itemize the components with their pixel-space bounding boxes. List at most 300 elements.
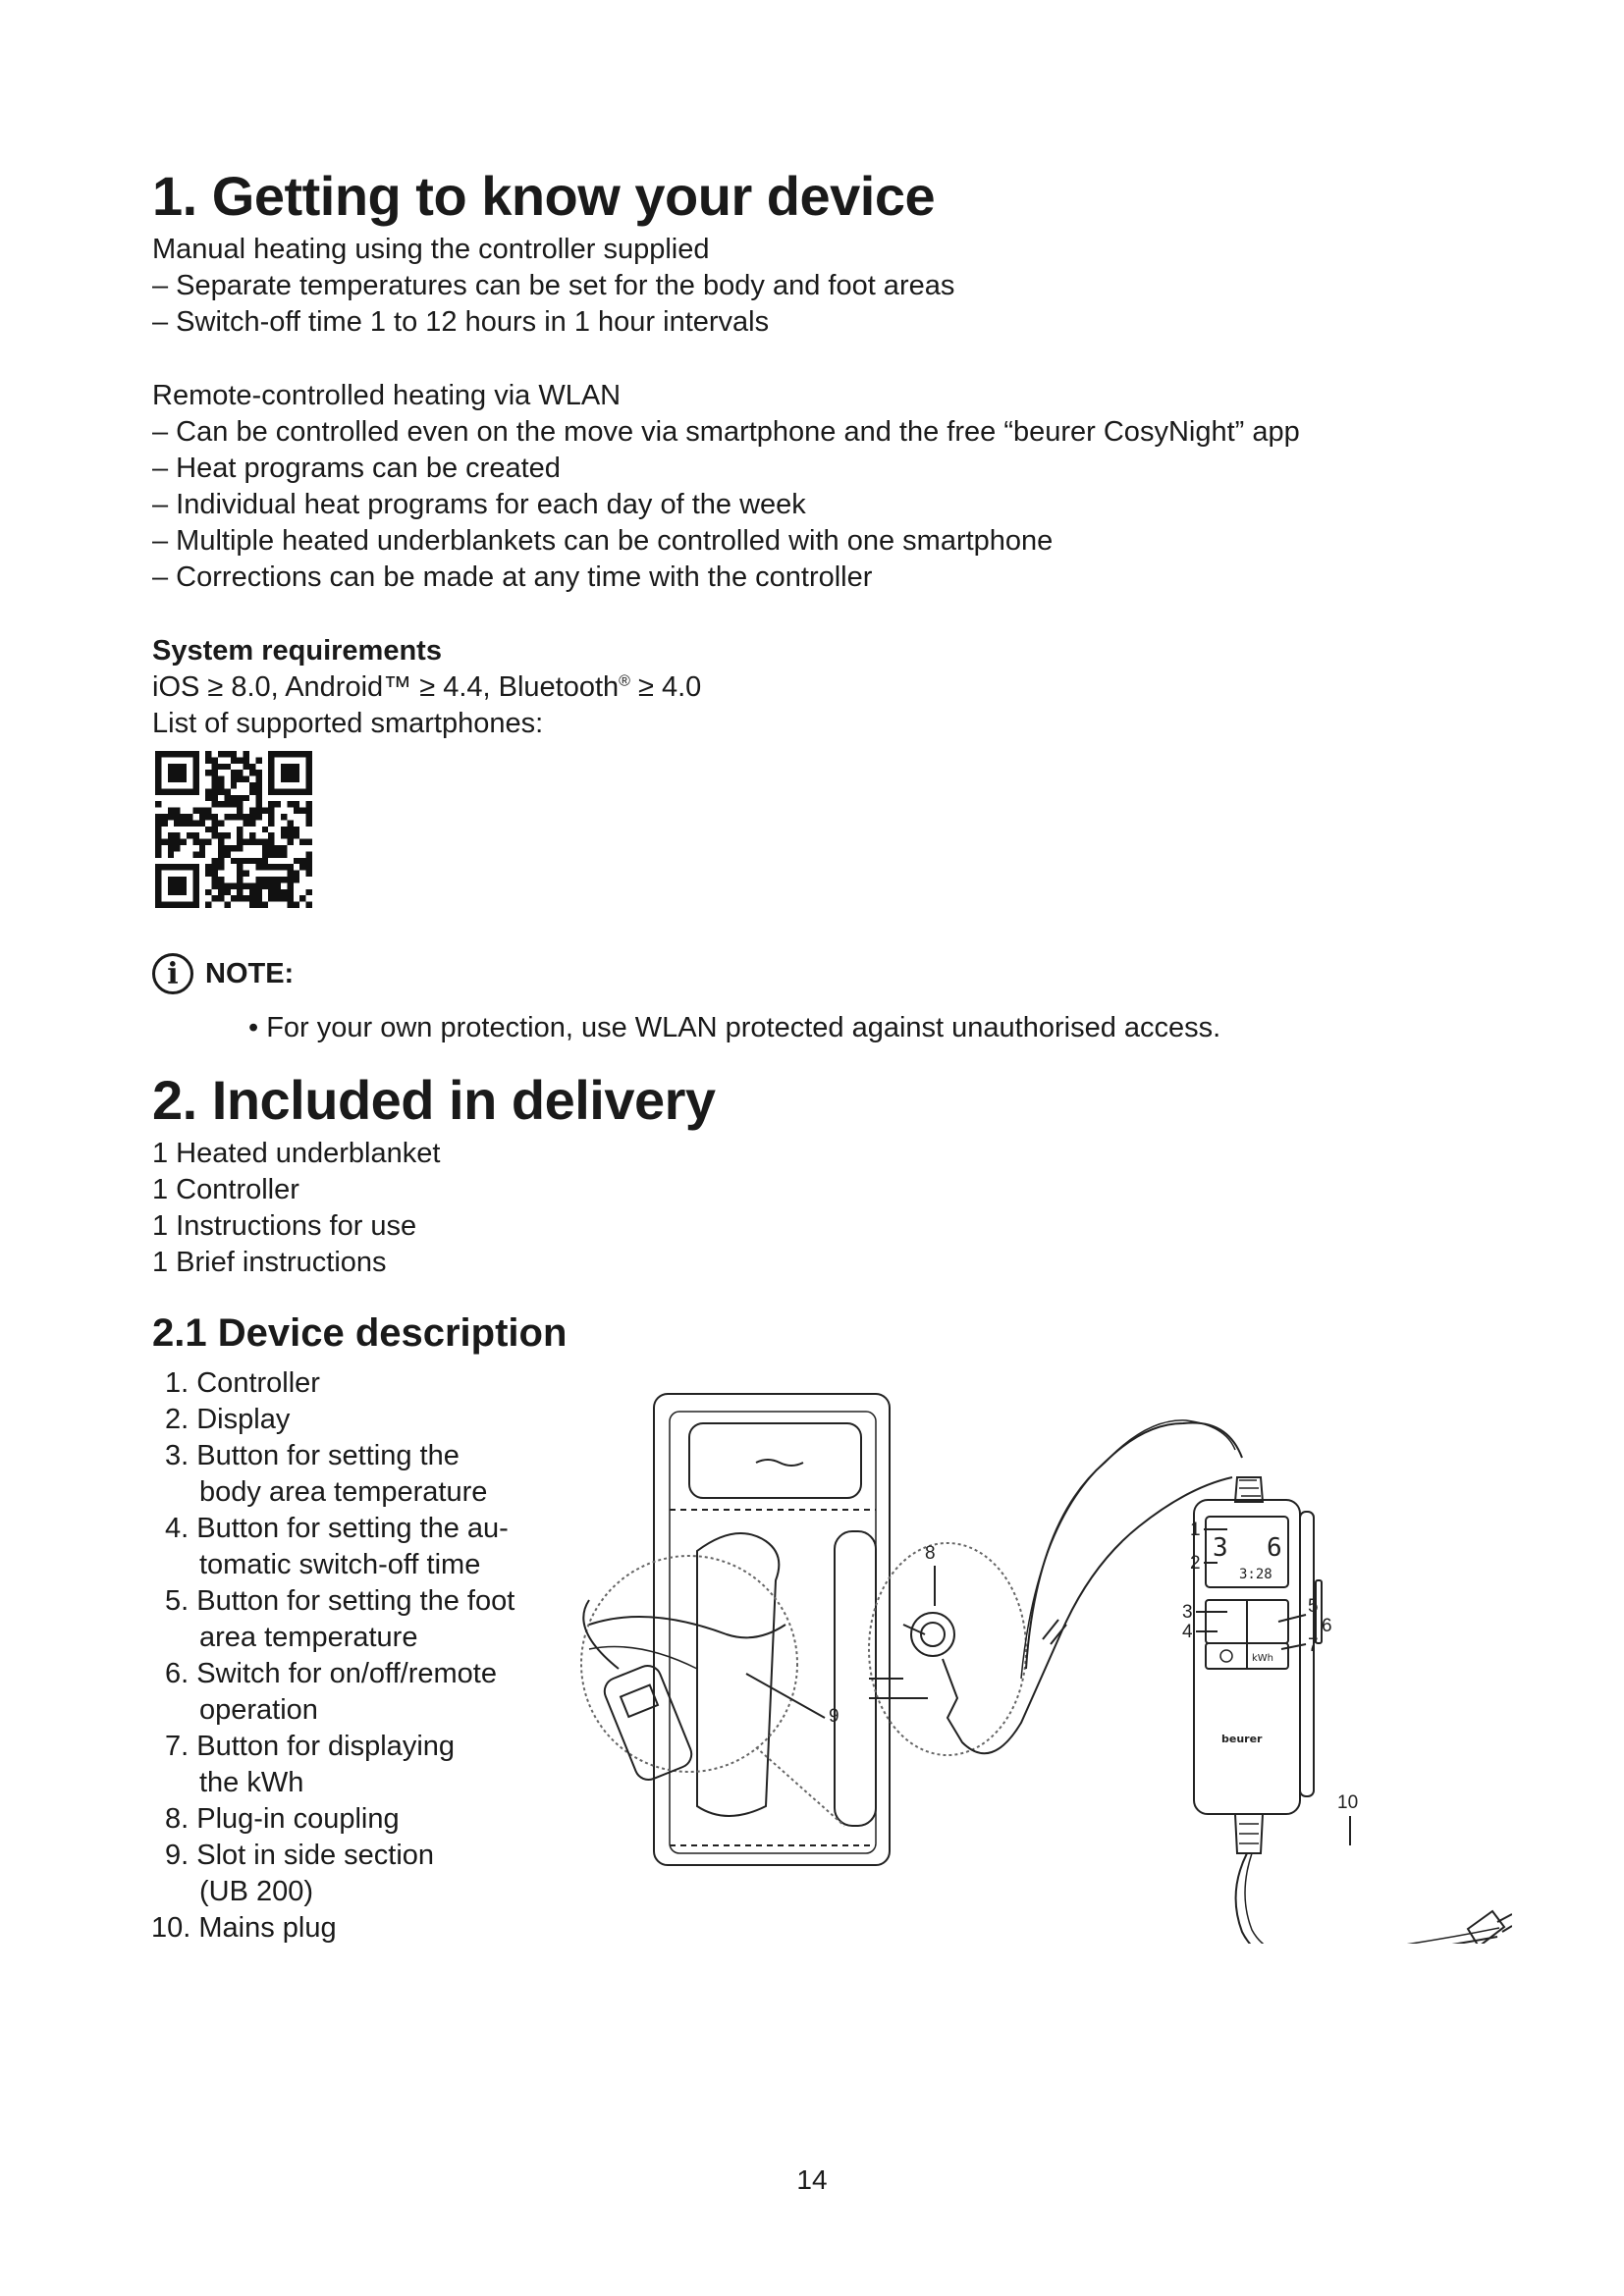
qr-module xyxy=(287,832,293,838)
qr-module xyxy=(275,851,281,857)
qr-module xyxy=(281,851,287,857)
qr-module xyxy=(281,877,287,882)
qr-module xyxy=(255,782,261,788)
qr-module xyxy=(168,839,174,845)
qr-module xyxy=(174,808,180,814)
qr-module xyxy=(181,839,187,845)
callout-6: 6 xyxy=(1322,1616,1332,1636)
qr-module xyxy=(287,827,293,832)
qr-module xyxy=(255,895,261,901)
qr-module xyxy=(268,814,274,820)
qr-module xyxy=(205,808,211,814)
qr-module xyxy=(231,770,237,775)
qr-module xyxy=(249,839,255,845)
device-description-line: body area temperature xyxy=(199,1476,488,1508)
qr-module xyxy=(237,895,243,901)
qr-module xyxy=(249,814,255,820)
device-description-line: (UB 200) xyxy=(199,1876,314,1907)
qr-module xyxy=(212,858,218,864)
qr-module xyxy=(199,814,205,820)
qr-module xyxy=(168,877,187,895)
callout-9: 9 xyxy=(829,1706,839,1727)
qr-module xyxy=(155,839,161,845)
qr-module xyxy=(262,902,268,908)
qr-module xyxy=(231,858,237,864)
qr-module xyxy=(231,795,237,801)
qr-module xyxy=(212,871,218,877)
qr-module xyxy=(249,820,255,826)
section-1-heading: 1. Getting to know your device xyxy=(152,165,936,227)
qr-module xyxy=(244,820,249,826)
qr-module xyxy=(218,839,224,845)
qr-module xyxy=(262,851,268,857)
qr-module xyxy=(218,820,224,826)
qr-module xyxy=(255,795,261,801)
qr-module xyxy=(287,882,293,888)
qr-module xyxy=(218,782,224,788)
qr-module xyxy=(205,839,211,845)
qr-module xyxy=(212,782,218,788)
qr-module xyxy=(306,839,312,845)
qr-module xyxy=(218,895,224,901)
device-description-list xyxy=(151,1365,515,1947)
manual-heating-item: – Separate temperatures can be set for the body and foot areas xyxy=(152,270,955,301)
system-requirements-text xyxy=(152,669,701,706)
qr-module xyxy=(268,864,274,870)
qr-module xyxy=(155,814,161,820)
qr-module xyxy=(255,801,261,807)
timer-icon xyxy=(1220,1650,1232,1662)
qr-module xyxy=(237,801,243,807)
qr-module xyxy=(218,845,224,851)
qr-module xyxy=(262,839,268,845)
qr-module xyxy=(249,895,255,901)
qr-module xyxy=(287,820,293,826)
qr-module xyxy=(244,871,249,877)
qr-module xyxy=(205,889,211,895)
qr-module xyxy=(275,845,281,851)
device-description-line: 10. Mains plug xyxy=(151,1912,337,1944)
qr-module xyxy=(212,776,218,782)
qr-module xyxy=(212,895,218,901)
qr-module xyxy=(237,757,243,763)
qr-module xyxy=(212,827,218,832)
device-description-line: tomatic switch-off time xyxy=(199,1549,481,1580)
supported-smartphones-label: List of supported smartphones: xyxy=(152,708,544,739)
device-figure xyxy=(530,1355,1512,1944)
device-description-line: operation xyxy=(199,1694,318,1726)
qr-module xyxy=(205,864,211,870)
qr-module xyxy=(294,877,299,882)
qr-module xyxy=(161,820,167,826)
qr-module xyxy=(306,851,312,857)
qr-module xyxy=(255,814,261,820)
qr-module xyxy=(155,832,161,838)
qr-module xyxy=(218,776,224,782)
qr-code[interactable] xyxy=(155,751,312,908)
qr-module xyxy=(212,864,218,870)
qr-module xyxy=(306,864,312,870)
info-icon: i xyxy=(152,953,193,994)
qr-module xyxy=(294,808,299,814)
qr-module xyxy=(224,851,230,857)
qr-module xyxy=(299,808,305,814)
qr-module xyxy=(218,882,224,888)
qr-module xyxy=(294,801,299,807)
qr-module xyxy=(224,902,230,908)
qr-module xyxy=(237,808,243,814)
qr-module xyxy=(187,814,192,820)
qr-module xyxy=(237,839,243,845)
mains-cable-inner xyxy=(1245,1853,1499,1944)
qr-module xyxy=(218,801,224,807)
qr-module xyxy=(262,808,268,814)
callout-2: 2 xyxy=(1190,1553,1201,1574)
strain-relief-grip xyxy=(1239,1480,1261,1496)
qr-module xyxy=(237,858,243,864)
note-header xyxy=(152,953,294,994)
qr-module xyxy=(244,795,249,801)
controller-brand: beurer xyxy=(1221,1733,1263,1745)
qr-module xyxy=(237,871,243,877)
mini-display xyxy=(621,1685,658,1717)
qr-module xyxy=(268,889,274,895)
qr-module xyxy=(244,895,249,901)
remote-heating-block xyxy=(152,378,1300,596)
qr-module xyxy=(212,832,218,838)
qr-module xyxy=(281,764,299,782)
qr-module xyxy=(237,832,243,838)
qr-module xyxy=(255,877,261,882)
strain-relief-grip xyxy=(1239,1824,1259,1843)
section-2-heading: 2. Included in delivery xyxy=(152,1069,716,1131)
qr-module xyxy=(192,839,198,845)
qr-module xyxy=(168,851,174,857)
qr-module xyxy=(212,877,218,882)
remote-heating-item: – Heat programs can be created xyxy=(152,453,561,484)
qr-module xyxy=(231,776,237,782)
qr-module xyxy=(218,864,224,870)
remote-heating-item: – Can be controlled even on the move via smartphone and the free “beurer CosyNight” app xyxy=(152,416,1300,448)
manual-heating-block xyxy=(152,232,954,341)
device-description-line: 7. Button for displaying xyxy=(165,1731,456,1762)
qr-module xyxy=(255,858,261,864)
qr-module xyxy=(262,827,268,832)
qr-module xyxy=(199,845,205,851)
qr-module xyxy=(268,820,274,826)
qr-module xyxy=(187,820,192,826)
qr-module xyxy=(199,839,205,845)
qr-module xyxy=(218,751,224,757)
qr-module xyxy=(174,839,180,845)
qr-module xyxy=(262,877,268,882)
qr-module xyxy=(255,757,261,763)
qr-module xyxy=(237,877,243,882)
qr-module xyxy=(294,871,299,877)
qr-module xyxy=(224,751,230,757)
qr-module xyxy=(192,808,198,814)
qr-module xyxy=(218,764,224,770)
qr-module xyxy=(168,845,174,851)
qr-module xyxy=(161,814,167,820)
leader-line-7 xyxy=(1281,1644,1306,1649)
qr-module xyxy=(255,770,261,775)
qr-module xyxy=(306,858,312,864)
device-description-line: the kWh xyxy=(199,1767,304,1798)
qr-module xyxy=(218,877,224,882)
device-description-line: 5. Button for setting the foot xyxy=(165,1585,515,1617)
qr-module xyxy=(237,882,243,888)
qr-module xyxy=(275,801,281,807)
qr-module xyxy=(218,889,224,895)
qr-module xyxy=(255,902,261,908)
qr-module xyxy=(287,895,293,901)
qr-module xyxy=(287,801,293,807)
callout-3: 3 xyxy=(1182,1602,1193,1623)
qr-module xyxy=(212,814,218,820)
qr-module xyxy=(155,820,161,826)
device-description-line: 2. Display xyxy=(165,1404,291,1435)
qr-module xyxy=(244,757,249,763)
qr-module xyxy=(174,845,180,851)
qr-module xyxy=(212,770,218,775)
qr-module xyxy=(255,864,261,870)
display-body-level: 3 xyxy=(1213,1533,1228,1563)
remote-heating-item: – Multiple heated underblankets can be controlled with one smartphone xyxy=(152,525,1054,557)
qr-module xyxy=(306,871,312,877)
qr-module xyxy=(281,832,287,838)
qr-module xyxy=(237,776,243,782)
device-description-line: 9. Slot in side section xyxy=(165,1840,435,1871)
qr-module xyxy=(231,782,237,788)
system-requirements-block xyxy=(152,633,701,742)
remote-heating-item: – Corrections can be made at any time with the controller xyxy=(152,561,873,593)
qr-module xyxy=(281,827,287,832)
qr-module xyxy=(205,871,211,877)
qr-module xyxy=(275,877,281,882)
device-description-line: 6. Switch for on/off/remote xyxy=(165,1658,497,1689)
qr-module xyxy=(306,814,312,820)
qr-module xyxy=(249,782,255,788)
delivery-item: 1 Instructions for use xyxy=(152,1210,417,1242)
qr-module xyxy=(294,827,299,832)
qr-module xyxy=(299,895,305,901)
qr-module xyxy=(255,788,261,794)
qr-module xyxy=(205,757,211,763)
zoom-link-line xyxy=(756,1747,844,1826)
qr-module xyxy=(212,788,218,794)
qr-module xyxy=(287,839,293,845)
qr-module xyxy=(299,858,305,864)
qr-module xyxy=(155,801,161,807)
qr-module xyxy=(212,882,218,888)
qr-module xyxy=(268,839,274,845)
qr-module xyxy=(199,808,205,814)
qr-module xyxy=(294,832,299,838)
qr-module xyxy=(237,814,243,820)
qr-module xyxy=(262,858,268,864)
qr-module xyxy=(187,832,192,838)
qr-module xyxy=(237,827,243,832)
qr-module xyxy=(205,751,211,757)
coupling-socket xyxy=(911,1613,954,1656)
qr-module xyxy=(212,795,218,801)
callout-4: 4 xyxy=(1182,1622,1193,1642)
qr-module xyxy=(218,832,224,838)
delivery-item: 1 Controller xyxy=(152,1174,299,1205)
qr-module xyxy=(192,832,198,838)
qr-module xyxy=(199,851,205,857)
qr-module xyxy=(249,770,255,775)
registered-mark: ® xyxy=(619,672,630,690)
system-requirements-title: System requirements xyxy=(152,635,442,667)
qr-module xyxy=(255,839,261,845)
qr-module xyxy=(255,776,261,782)
qr-module xyxy=(275,864,281,870)
qr-module xyxy=(244,751,249,757)
qr-module xyxy=(244,776,249,782)
qr-module xyxy=(212,757,218,763)
qr-module xyxy=(268,882,274,888)
qr-module xyxy=(181,814,187,820)
qr-module xyxy=(237,889,243,895)
qr-module xyxy=(244,839,249,845)
qr-module xyxy=(255,882,261,888)
qr-module xyxy=(161,839,167,845)
qr-module xyxy=(212,801,218,807)
qr-module xyxy=(287,889,293,895)
kwh-button-label: kWh xyxy=(1252,1653,1274,1664)
mini-controller-cable xyxy=(583,1600,619,1669)
requirements-main: iOS ≥ 8.0, Android™ ≥ 4.4, Bluetooth xyxy=(152,671,620,703)
qr-module xyxy=(155,851,161,857)
qr-module xyxy=(262,845,268,851)
device-description-line: 4. Button for setting the au- xyxy=(165,1513,509,1544)
qr-module xyxy=(268,877,274,882)
qr-module xyxy=(224,801,230,807)
manual-heating-intro: Manual heating using the controller supplied xyxy=(152,234,710,265)
qr-module xyxy=(281,845,287,851)
qr-module xyxy=(268,845,274,851)
qr-module xyxy=(224,764,230,770)
qr-module xyxy=(212,764,218,770)
display-time: 3:28 xyxy=(1239,1567,1272,1582)
qr-module xyxy=(205,902,211,908)
qr-module xyxy=(306,889,312,895)
qr-module xyxy=(155,845,161,851)
qr-module xyxy=(224,889,230,895)
callout-10: 10 xyxy=(1337,1792,1359,1813)
qr-module xyxy=(249,902,255,908)
qr-module xyxy=(224,788,230,794)
qr-module xyxy=(155,827,161,832)
device-description-line: 8. Plug-in coupling xyxy=(165,1803,400,1835)
qr-module xyxy=(205,814,211,820)
qr-module xyxy=(218,851,224,857)
qr-module xyxy=(231,751,237,757)
plug-pin xyxy=(1497,1914,1512,1922)
device-description-line: 3. Button for setting the xyxy=(165,1440,460,1471)
remote-heating-intro: Remote-controlled heating via WLAN xyxy=(152,380,622,411)
page-number: 14 xyxy=(796,2164,828,2195)
qr-module xyxy=(237,795,243,801)
qr-module xyxy=(237,864,243,870)
qr-module xyxy=(294,902,299,908)
qr-module xyxy=(294,858,299,864)
qr-module xyxy=(224,845,230,851)
qr-module xyxy=(231,895,237,901)
delivery-item: 1 Heated underblanket xyxy=(152,1138,441,1169)
device-description-line: area temperature xyxy=(199,1622,418,1653)
qr-module xyxy=(174,832,180,838)
qr-module xyxy=(287,864,293,870)
qr-module xyxy=(249,808,255,814)
qr-module xyxy=(192,820,198,826)
mini-controller xyxy=(601,1662,696,1784)
callout-8: 8 xyxy=(925,1543,936,1564)
delivery-list xyxy=(152,1136,440,1281)
manual-heating-item: – Switch-off time 1 to 12 hours in 1 hour intervals xyxy=(152,306,770,338)
qr-module xyxy=(275,895,281,901)
qr-module xyxy=(205,770,211,775)
qr-module xyxy=(181,820,187,826)
qr-module xyxy=(255,889,261,895)
qr-module xyxy=(231,845,237,851)
qr-module xyxy=(168,808,174,814)
qr-module xyxy=(218,788,224,794)
qr-module xyxy=(249,788,255,794)
blanket-edge-detail xyxy=(589,1617,785,1637)
qr-module xyxy=(168,764,187,782)
qr-module xyxy=(237,845,243,851)
qr-module xyxy=(249,882,255,888)
qr-module xyxy=(168,832,174,838)
qr-module xyxy=(244,814,249,820)
qr-module xyxy=(249,832,255,838)
qr-module xyxy=(218,858,224,864)
qr-module xyxy=(281,889,287,895)
qr-module xyxy=(224,795,230,801)
mains-cable xyxy=(1236,1853,1497,1944)
qr-module xyxy=(224,814,230,820)
qr-module xyxy=(268,808,274,814)
callout-7: 7 xyxy=(1308,1635,1319,1656)
delivery-item: 1 Brief instructions xyxy=(152,1247,387,1278)
qr-module xyxy=(244,858,249,864)
qr-module xyxy=(231,814,237,820)
qr-module xyxy=(281,814,287,820)
qr-module xyxy=(192,851,198,857)
qr-module xyxy=(205,795,211,801)
qr-module xyxy=(249,889,255,895)
qr-module xyxy=(281,864,287,870)
qr-module xyxy=(174,820,180,826)
remote-heating-item: – Individual heat programs for each day of the week xyxy=(152,489,806,520)
qr-module xyxy=(299,864,305,870)
qr-module xyxy=(268,895,274,901)
qr-module xyxy=(275,882,281,888)
display-foot-level: 6 xyxy=(1267,1533,1282,1563)
qr-module xyxy=(262,864,268,870)
qr-module xyxy=(231,801,237,807)
qr-module xyxy=(244,882,249,888)
qr-module xyxy=(268,801,274,807)
callout-5: 5 xyxy=(1308,1596,1319,1617)
qr-module xyxy=(275,889,281,895)
qr-module xyxy=(205,788,211,794)
qr-module xyxy=(306,801,312,807)
qr-module xyxy=(249,764,255,770)
